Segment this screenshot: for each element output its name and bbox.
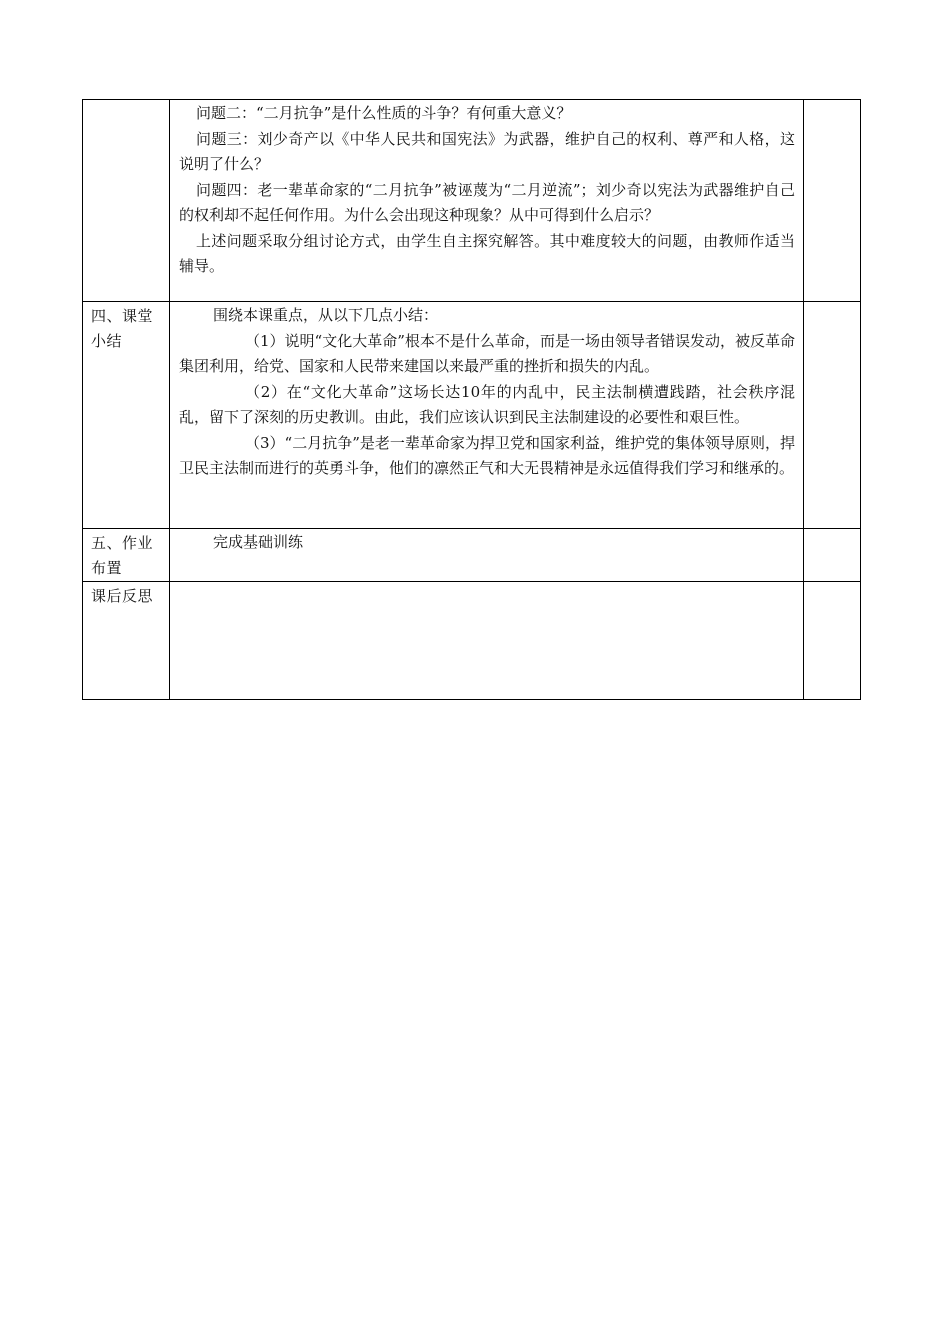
notes-cell xyxy=(804,582,861,700)
table-row xyxy=(83,529,861,582)
table-row xyxy=(83,582,861,700)
question-two: 问题二：“二月抗争”是什么性质的斗争？有何重大意义？ xyxy=(196,104,572,122)
summary-point-3: （3）“二月抗争”是老一辈革命家为捍卫党和国家利益，维护党的集体领导原则，捍卫民主法制而进行的英勇斗争，他们的凛然正气和大无畏精神是永远值得我们学习和继承的。 xyxy=(179,433,795,477)
row-label xyxy=(83,100,170,302)
question-four: 问题四：老一辈革命家的“二月抗争”被诬蔑为“二月逆流”；刘少奇以宪法为武器维护自己的权利却不起任何作用。为什么会出现这种现象？从中可得到什么启示？ xyxy=(179,180,795,224)
summary-point-1: （1）说明“文化大革命”根本不是什么革命，而是一场由领导者错误发动，被反革命集团利用，给党、国家和人民带来建国以来最严重的挫折和损失的内乱。 xyxy=(179,331,795,375)
summary-intro: 围绕本课重点，从以下几点小结： xyxy=(213,306,439,324)
row-label-summary: 四、课堂小结 xyxy=(83,302,170,529)
homework-text: 完成基础训练 xyxy=(213,533,304,551)
notes-cell xyxy=(804,302,861,529)
homework-cell xyxy=(170,529,804,582)
notes-cell xyxy=(804,529,861,582)
reflection-cell xyxy=(170,582,804,700)
question-three: 问题三：刘少奇产以《中华人民共和国宪法》为武器，维护自己的权利、尊严和人格，这说明了什么？ xyxy=(179,129,795,173)
discussion-method-note: 上述问题采取分组讨论方式，由学生自主探究解答。其中难度较大的问题，由教师作适当辅导。 xyxy=(179,231,795,275)
row-label-homework: 五、作业布置 xyxy=(83,529,170,582)
table-row xyxy=(83,302,861,529)
discussion-questions-cell xyxy=(170,100,804,302)
summary-point-2: （2）在“文化大革命”这场长达10年的内乱中，民主法制横遭践踏，社会秩序混乱，留下了深刻的历史教训。由此，我们应该认识到民主法制建设的必要性和艰巨性。 xyxy=(179,382,795,426)
lesson-plan-table xyxy=(82,99,861,700)
summary-cell xyxy=(170,302,804,529)
notes-cell xyxy=(804,100,861,302)
table-row xyxy=(83,100,861,302)
row-label-reflection: 课后反思 xyxy=(83,582,170,700)
